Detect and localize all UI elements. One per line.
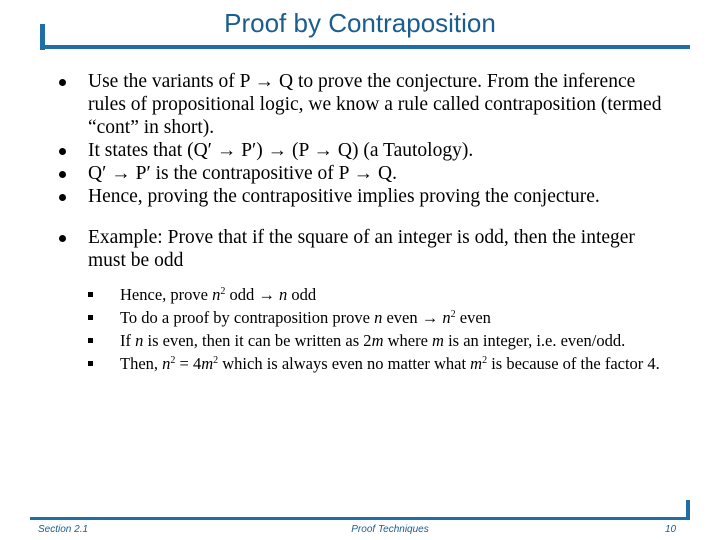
sub-bullet-item: Hence, prove $n^2$ odd → n odd xyxy=(88,284,676,305)
slide-title: Proof by Contraposition xyxy=(224,8,496,38)
sub-bullet-item: Then, $n^2 = 4m^2$ which is always even no matter what $m^2$ is because of the factor 4. xyxy=(88,353,676,374)
sub-bullet-item: To do a proof by contraposition prove n even → $n^2$ even xyxy=(88,307,676,328)
footer-title: Proof Techniques xyxy=(351,524,429,535)
footer-rule-right xyxy=(686,500,690,520)
bullet-item: Q′ → P′ is the contrapositive of P → Q. xyxy=(56,162,676,185)
footer-rule xyxy=(30,517,690,520)
example-text: Example: Prove that if the square of an integer is odd, then the integer must be odd xyxy=(88,227,635,271)
bullet-item: Use the variants of P → Q to prove the conjecture. From the inference rules of propositional logic, we know a rule called contraposition (termed “cont” in short). xyxy=(56,70,676,139)
example-item xyxy=(56,226,676,374)
header-rule xyxy=(40,45,690,49)
bullet-item: Hence, proving the contrapositive implies proving the conjecture. xyxy=(56,185,676,208)
bullet-item: It states that (Q′ → P′) → (P → Q) (a Tautology). xyxy=(56,139,676,162)
sub-bullet-list xyxy=(88,284,676,374)
page-number: 10 xyxy=(665,524,677,535)
bullet-list xyxy=(56,70,676,376)
sub-bullet-item: If n is even, then it can be written as 2m where m is an integer, i.e. even/odd. xyxy=(88,330,676,351)
footer-section: Section 2.1 xyxy=(38,524,89,535)
